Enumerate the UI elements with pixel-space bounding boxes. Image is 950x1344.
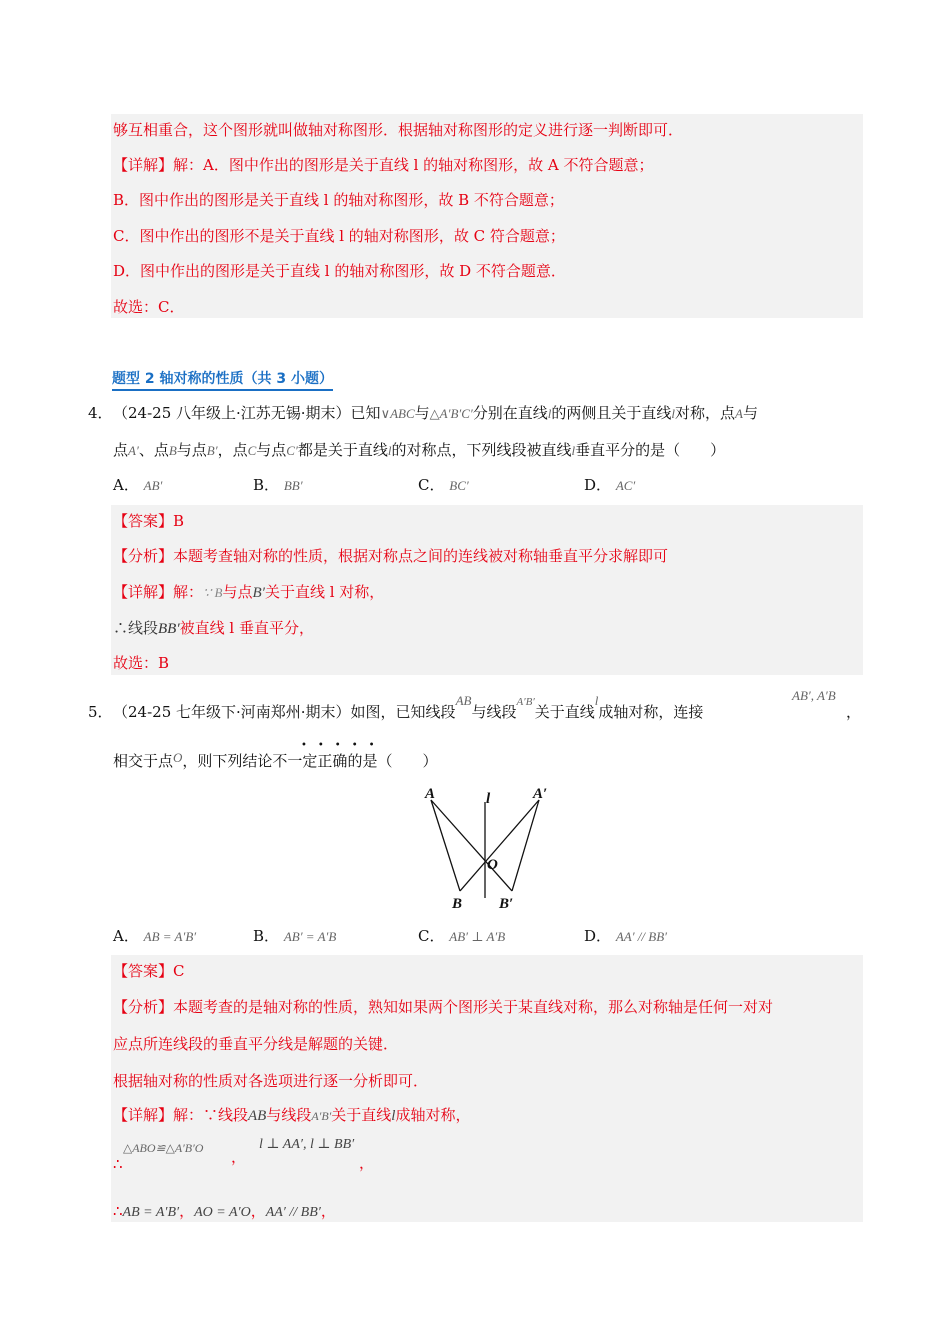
q5-text: 相交于点 — [113, 752, 174, 770]
q5-figure — [415, 780, 565, 915]
q5-detail-text: 关于直线 — [331, 1106, 392, 1124]
label-o: O — [487, 857, 498, 873]
q5-detail-text: 成轴对称， — [395, 1106, 471, 1124]
q5-analysis-3: 根据轴对称的性质对各选项进行逐一分析即可． — [113, 1072, 429, 1090]
q5-therefore-symbol-1: ∴ — [113, 1155, 123, 1173]
q4-therefore-text: ∴线段 — [113, 619, 159, 637]
q5-option-c[interactable] — [418, 926, 505, 947]
q4-option-d[interactable] — [584, 475, 635, 496]
option-label: C． — [418, 927, 445, 945]
solution-line-6: 故选：C． — [113, 298, 185, 316]
q5-perpendicular: l ⊥ AA′, l ⊥ BB′ — [259, 1137, 355, 1152]
q5-seg: AB — [455, 693, 472, 708]
option-label: D． — [584, 927, 612, 945]
option-value: AB′ — [143, 478, 163, 493]
q4-text: 垂直平分的是（ ） — [575, 441, 726, 459]
option-label: D． — [584, 476, 612, 494]
q5-detail — [113, 1105, 470, 1126]
q5-option-b[interactable] — [253, 926, 336, 947]
label-b-prime: B′ — [499, 896, 514, 912]
q4-line-l: l — [387, 443, 392, 458]
label-a: A — [425, 786, 436, 802]
solution-line-1: 够互相重合，这个图形就叫做轴对称图形．根据轴对称图形的定义进行逐一判断即可． — [113, 121, 684, 139]
q4-line-l: l — [571, 443, 576, 458]
q5-text: 成轴对称，连接 — [598, 703, 704, 721]
option-value: AB′ = A′B — [283, 929, 337, 944]
q4-point: B — [168, 443, 177, 458]
q4-stem-line-1 — [113, 403, 758, 424]
q4-point: B′ — [206, 443, 218, 458]
q5-seg: A′B′ — [516, 696, 535, 708]
q4-text: 分别在直线 — [472, 404, 548, 422]
q5-number: 5． — [88, 703, 113, 721]
segment-a2b2 — [512, 800, 539, 891]
option-label: C． — [418, 476, 445, 494]
q4-answer: 【答案】B — [113, 512, 185, 530]
option-label: B． — [253, 476, 280, 494]
option-label: A． — [113, 927, 139, 945]
q5-text: ，则下列结论 — [182, 752, 273, 770]
q5-connect: AB′, A′B — [792, 688, 836, 703]
q5-therefore-symbol: ∴ — [113, 1202, 123, 1220]
solution-line-5: D．图中作出的图形是关于直线 l 的轴对称图形，故 D 不符合题意． — [113, 262, 566, 280]
q5-line-l: l — [594, 693, 599, 708]
q4-text: 都是关于直线 — [297, 441, 388, 459]
q4-detail-math: ∵ B — [203, 585, 223, 600]
q4-point: A′ — [128, 443, 139, 458]
q5-congruence: △ABO≌△A′B′O — [123, 1141, 204, 1155]
q4-analysis: 【分析】本题考查轴对称的性质，根据对称点之间的连线被对称轴垂直平分求解即可 — [113, 547, 669, 565]
q4-detail-text: 关于直线 l 对称， — [264, 583, 385, 601]
q5-point-o: O — [173, 750, 183, 765]
q5-stem-line-1 — [113, 693, 704, 724]
section-heading: 题型 2 轴对称的性质（共 3 小题） — [112, 368, 333, 391]
option-value: AC′ — [615, 478, 636, 493]
q4-therefore-text: 被直线 l 垂直平分， — [179, 619, 314, 637]
q5-therefore-line-2 — [113, 1201, 336, 1223]
q4-option-a[interactable] — [113, 475, 162, 496]
q4-option-b[interactable] — [253, 475, 303, 496]
q5-comma: ， — [179, 1202, 195, 1220]
q4-detail-text: 与点 — [222, 583, 253, 601]
option-label: B． — [253, 927, 280, 945]
option-label: A． — [113, 476, 139, 494]
option-value: AA′ // BB′ — [615, 929, 667, 944]
q4-text: 的两侧且关于直线 — [551, 404, 672, 422]
q4-choose: 故选：B — [113, 654, 170, 672]
q5-comma: ， — [320, 1202, 336, 1220]
option-value: AB = A′B′ — [143, 929, 197, 944]
solution-line-3: B．图中作出的图形是关于直线 l 的轴对称图形，故 B 不符合题意； — [113, 191, 564, 209]
q4-tri2: △A′B′C′ — [429, 406, 473, 421]
label-l: l — [486, 791, 491, 807]
label-a-prime: A′ — [533, 786, 548, 802]
q4-therefore — [113, 618, 314, 639]
q5-text: 关于直线 — [534, 703, 595, 721]
q5-stem-line-2 — [113, 751, 437, 772]
segment-ab — [431, 800, 460, 891]
q4-text: 与点 — [176, 441, 207, 459]
q4-point: C — [247, 443, 257, 458]
q5-emphasis: 不一定正确 — [272, 752, 348, 770]
q5-answer: 【答案】C — [113, 962, 185, 980]
q5-detail-math: l — [391, 1108, 396, 1124]
q4-therefore-math: BB′ — [158, 621, 180, 637]
q5-text: 与线段 — [471, 703, 517, 721]
q4-text: 点 — [113, 441, 129, 459]
q4-number: 4． — [88, 404, 113, 422]
q5-text: 的是（ ） — [347, 752, 438, 770]
q5-eq: AB = A′B′ — [122, 1205, 180, 1220]
q5-detail-text: 与线段 — [266, 1106, 312, 1124]
q4-point: C′ — [286, 443, 298, 458]
q5-comma: ， — [359, 1154, 375, 1172]
q5-analysis-1: 【分析】本题考查的是轴对称的性质，熟知如果两个图形关于某直线对称，那么对称轴是任何一对对 — [113, 998, 774, 1016]
q5-detail-math: AB — [248, 1108, 267, 1124]
option-value: BC′ — [449, 478, 469, 493]
q5-option-a[interactable] — [113, 926, 196, 947]
q5-analysis-2: 应点所连线段的垂直平分线是解题的关键． — [113, 1035, 399, 1053]
q4-text: ，点 — [217, 441, 248, 459]
q4-text: 、点 — [138, 441, 169, 459]
q4-text: 的对称点，下列线段被直线 — [391, 441, 572, 459]
q4-text: 与 — [743, 404, 759, 422]
solution-line-4: C．图中作出的图形不是关于直线 l 的轴对称图形，故 C 符合题意； — [113, 227, 565, 245]
q4-text: 对称，点 — [675, 404, 736, 422]
emphasis-dots: ••••• — [301, 740, 386, 751]
q4-point: A — [735, 406, 743, 421]
option-value: AB′ ⊥ A′B — [449, 929, 506, 944]
q4-detail-math: B′ — [252, 585, 265, 601]
label-b: B — [452, 896, 463, 912]
q5-comma: ， — [846, 703, 862, 721]
q4-text: 与点 — [256, 441, 287, 459]
q4-text: 与 — [414, 404, 430, 422]
q4-line-l: l — [547, 406, 552, 421]
q5-text: （24-25 七年级下·河南郑州·期末）如图，已知线段 — [113, 703, 456, 721]
option-value: BB′ — [283, 478, 303, 493]
q5-comma: ， — [250, 1202, 266, 1220]
q5-eq: AO = A′O — [194, 1205, 251, 1220]
q4-stem-line-2 — [113, 440, 725, 461]
solution-line-2: 【详解】解：A．图中作出的图形是关于直线 l 的轴对称图形，故 A 不符合题意； — [113, 156, 654, 174]
q5-detail-math: A′B′ — [311, 1109, 332, 1123]
q5-option-d[interactable] — [584, 926, 667, 947]
top-solution-box — [111, 114, 863, 318]
q5-detail-text: 【详解】解：∵线段 — [113, 1106, 249, 1124]
q4-detail — [113, 582, 384, 603]
q4-line-l: l — [671, 406, 676, 421]
q4-detail-text: 【详解】解： — [113, 583, 204, 601]
q5-eq: AA′ // BB′ — [265, 1205, 321, 1220]
q5-comma: ， — [231, 1148, 247, 1166]
q4-text: （24-25 八年级上·江苏无锡·期末）已知 — [113, 404, 381, 422]
q4-option-c[interactable] — [418, 475, 469, 496]
q4-tri1: ∨ABC — [380, 406, 415, 421]
